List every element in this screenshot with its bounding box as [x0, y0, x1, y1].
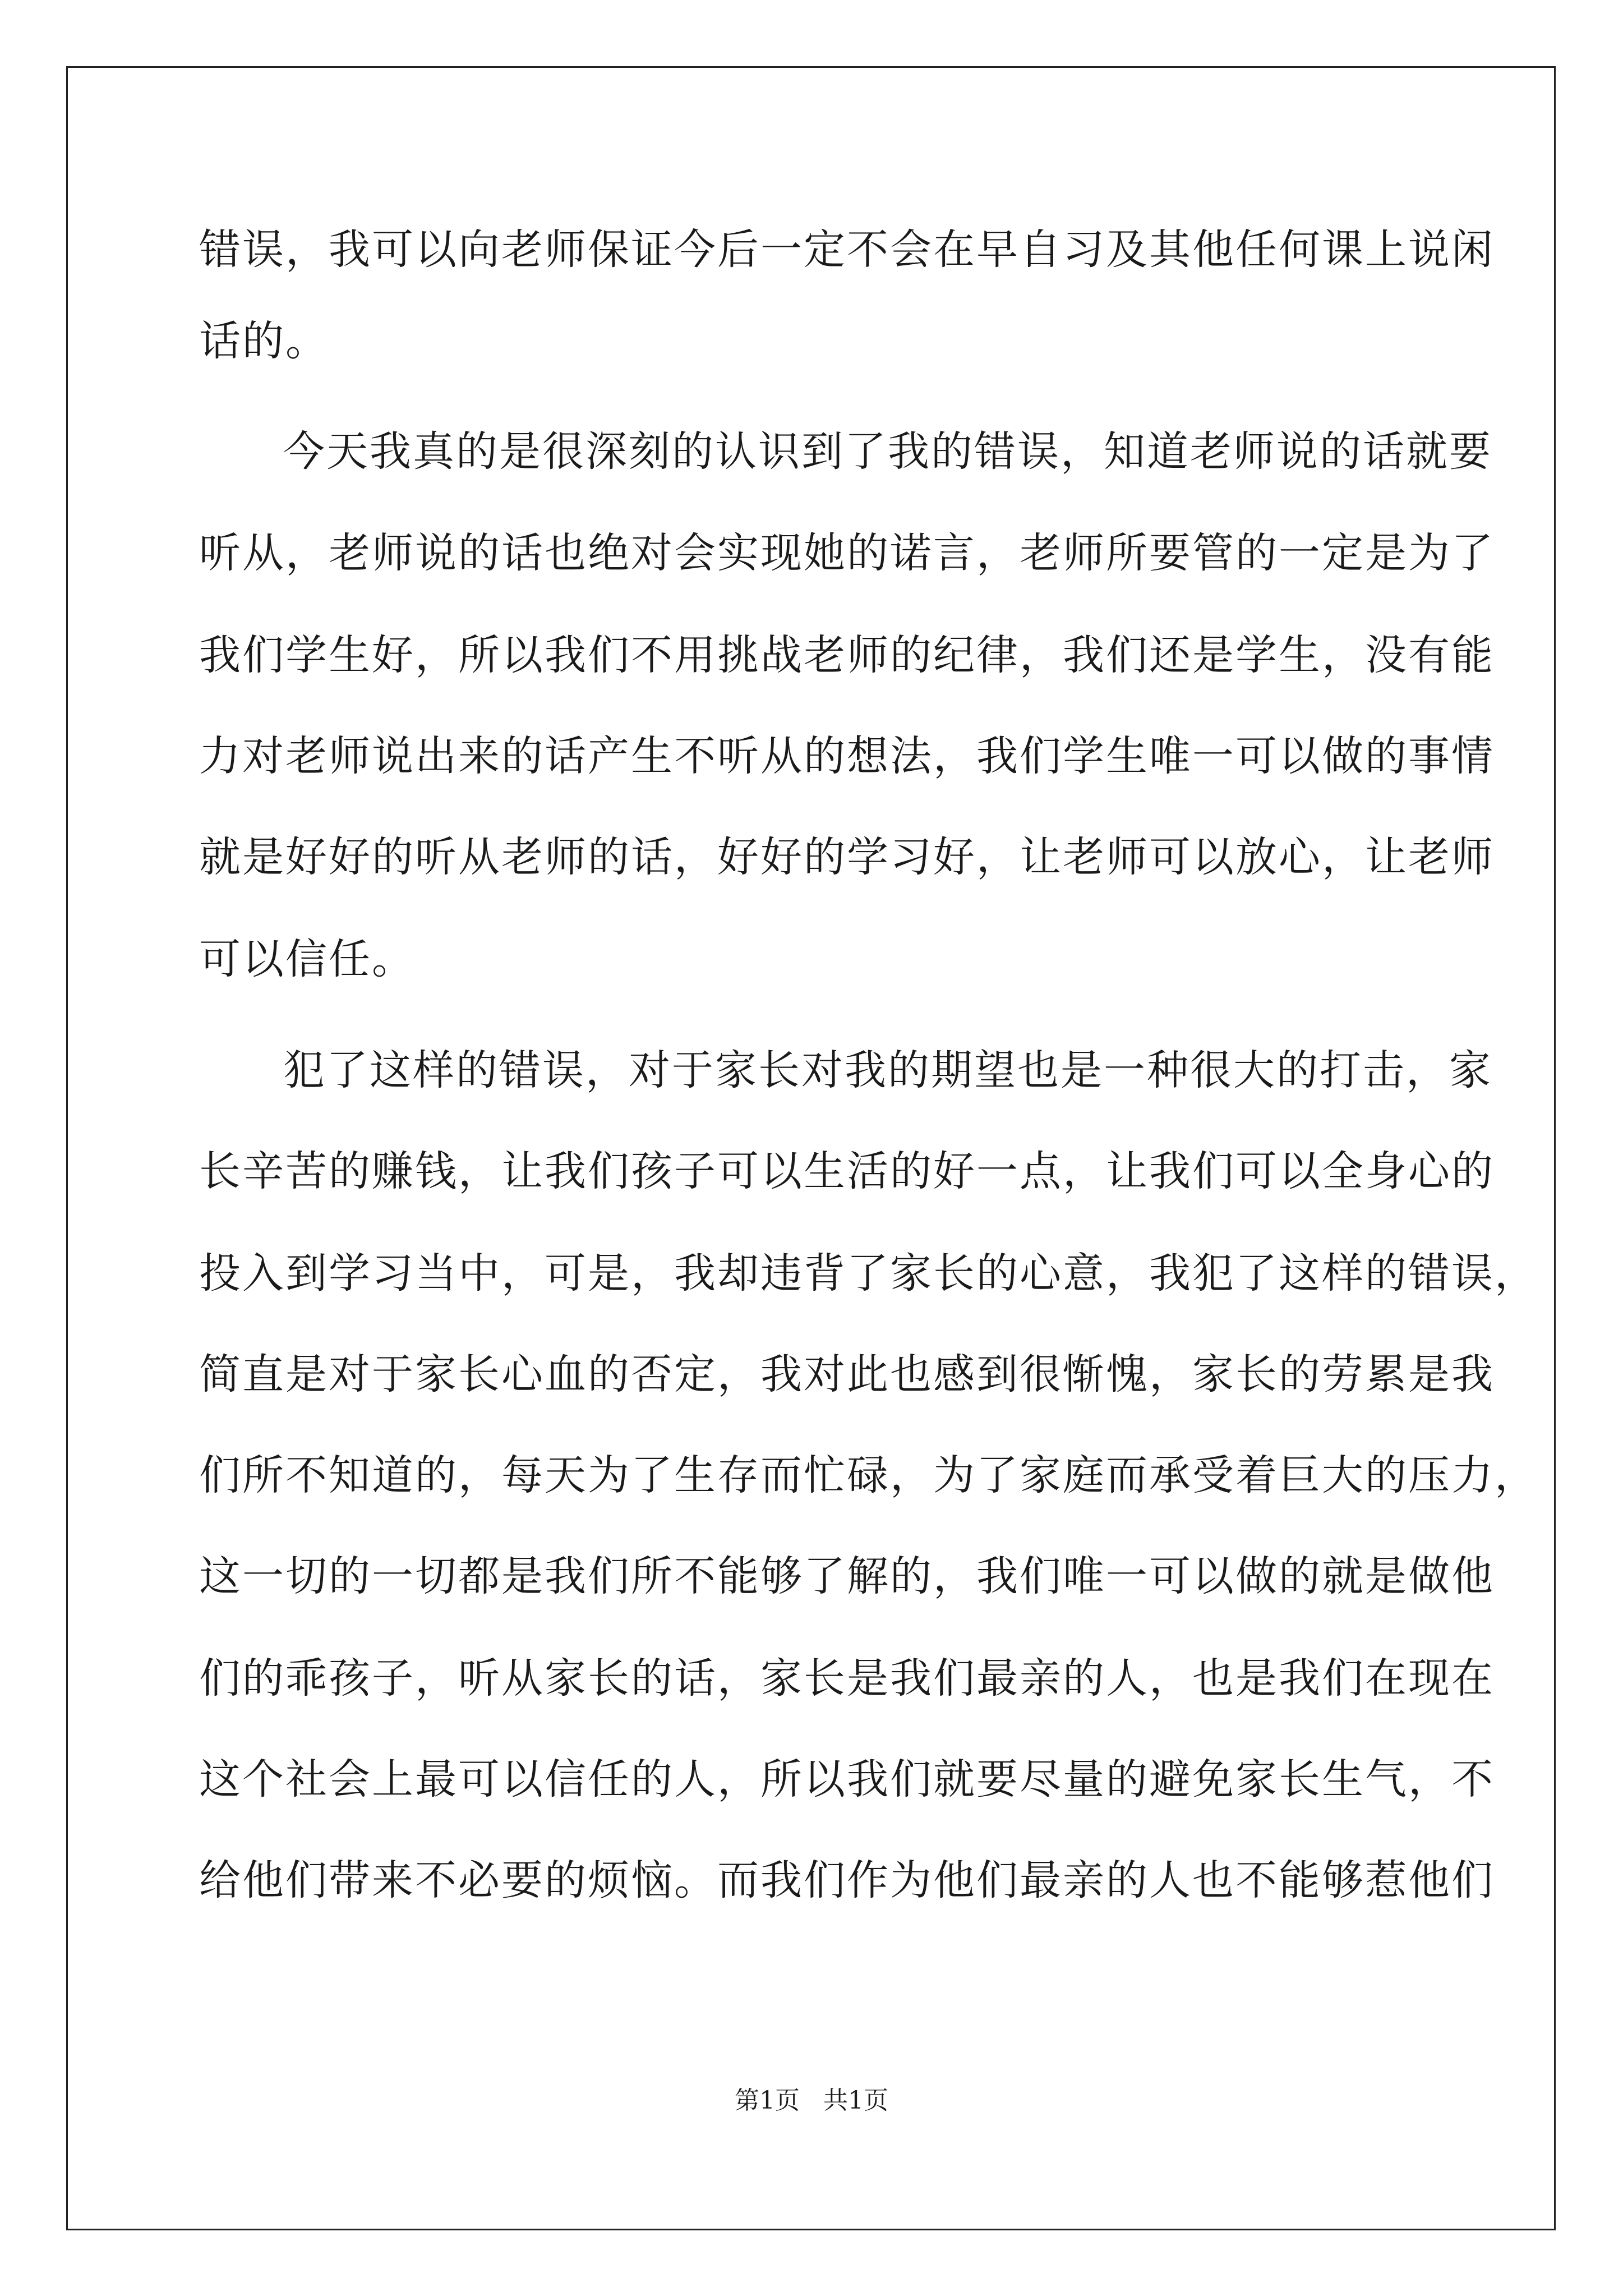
text-line: 我们学生好，所以我们不用挑战老师的纪律，我们还是学生，没有能 — [199, 631, 1495, 679]
text-line: 听从，老师说的话也绝对会实现她的诺言，老师所要管的一定是为了 — [199, 529, 1495, 577]
text-line: 力对老师说出来的话产生不听从的想法，我们学生唯一可以做的事情 — [199, 732, 1495, 780]
text-line: 这一切的一切都是我们所不能够了解的，我们唯一可以做的就是做他 — [199, 1552, 1495, 1600]
page-number-footer: 第1页 共1页 — [735, 2086, 888, 2115]
text-line: 错误，我可以向老师保证今后一定不会在早自习及其他任何课上说闲 — [199, 226, 1495, 274]
text-line: 们的乖孩子，听从家长的话，家长是我们最亲的人，也是我们在现在 — [199, 1654, 1495, 1703]
text-line: 可以信任。 — [199, 935, 415, 983]
text-line: 简直是对于家长心血的否定，我对此也感到很惭愧，家长的劳累是我 — [199, 1350, 1495, 1398]
text-line: 就是好好的听从老师的话，好好的学习好，让老师可以放心，让老师 — [199, 833, 1495, 881]
text-line: 给他们带来不必要的烦恼。而我们作为他们最亲的人也不能够惹他们 — [199, 1856, 1495, 1904]
paragraph-start-line: 今天我真的是很深刻的认识到了我的错误，知道老师说的话就要 — [283, 427, 1492, 476]
text-line: 们所不知道的，每天为了生存而忙碌，为了家庭而承受着巨大的压力， — [199, 1451, 1538, 1499]
paragraph-start-line: 犯了这样的错误，对于家长对我的期望也是一种很大的打击，家 — [283, 1046, 1492, 1094]
text-line: 这个社会上最可以信任的人，所以我们就要尽量的避免家长生气，不 — [199, 1755, 1495, 1803]
text-line: 长辛苦的赚钱，让我们孩子可以生活的好一点，让我们可以全身心的 — [199, 1147, 1495, 1195]
text-line: 话的。 — [199, 317, 329, 365]
text-line: 投入到学习当中，可是，我却违背了家长的心意，我犯了这样的错误， — [199, 1249, 1538, 1297]
